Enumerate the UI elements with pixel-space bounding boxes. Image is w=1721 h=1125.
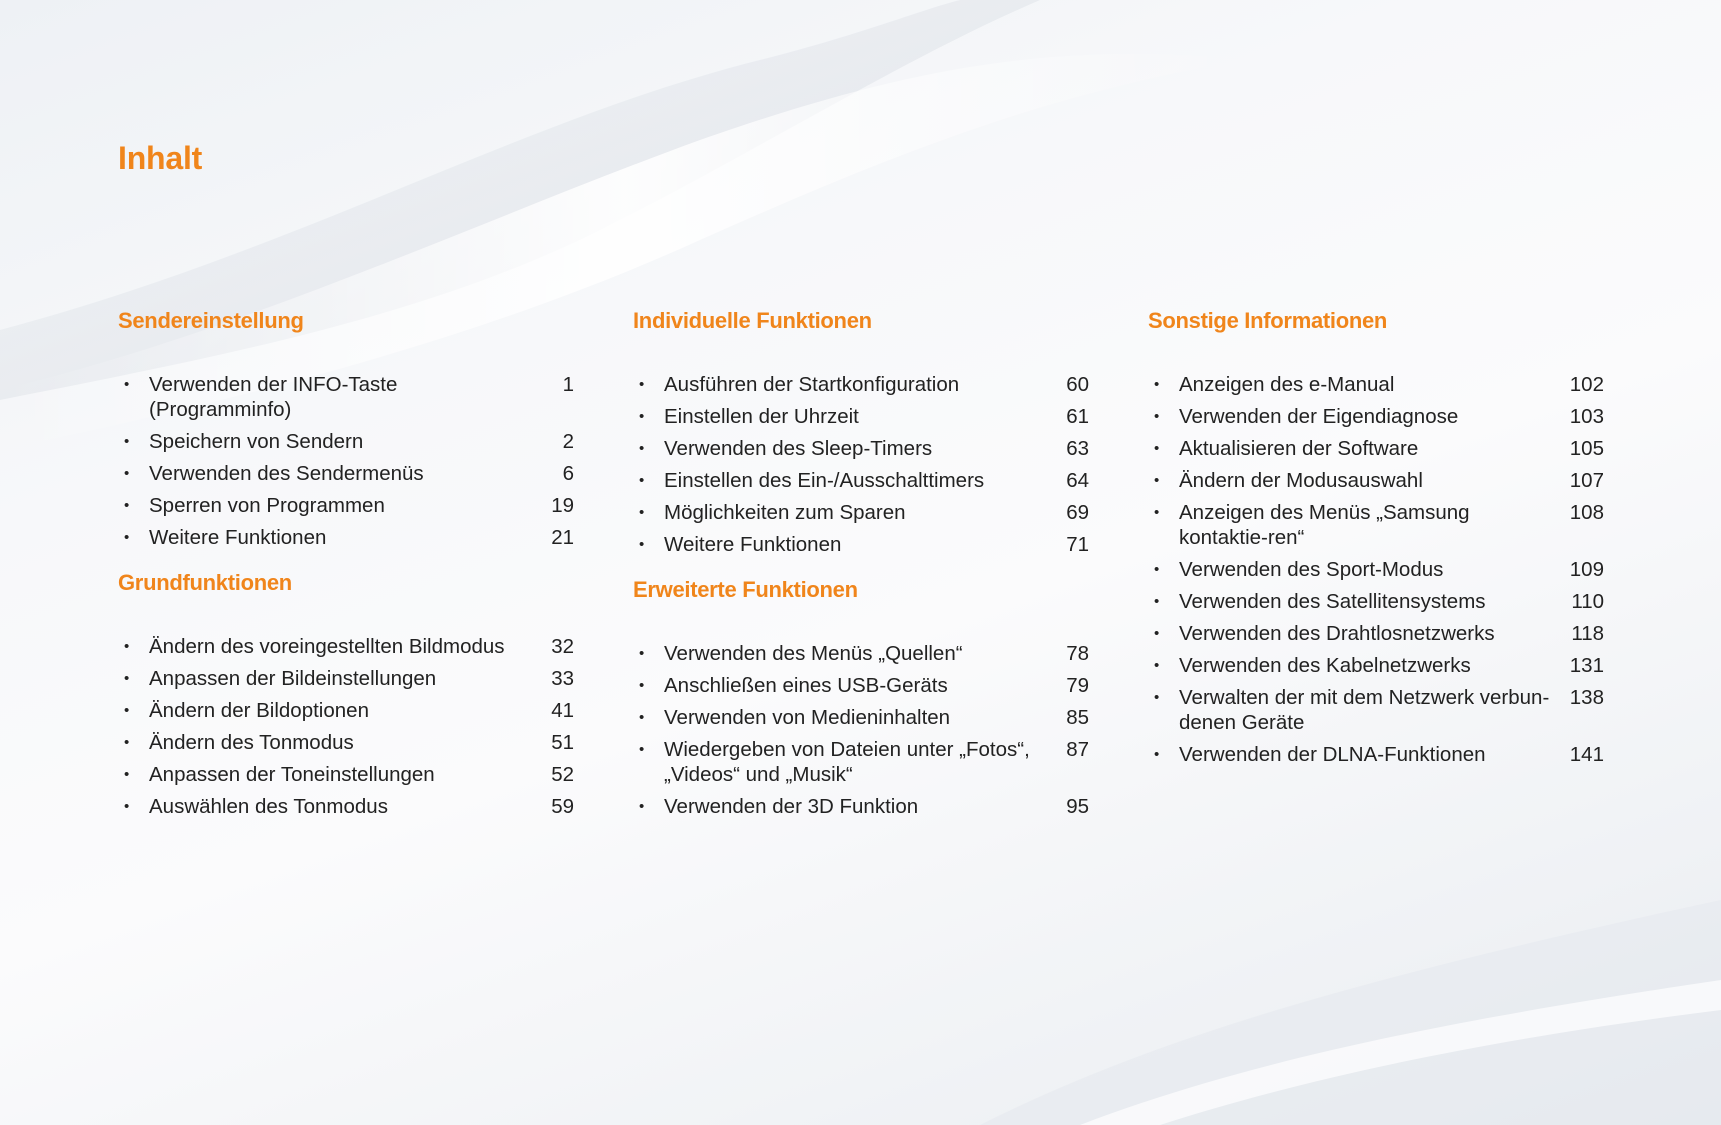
toc-section: [118, 570, 574, 819]
toc-entry[interactable]: [633, 641, 1089, 666]
entry-title: Verwenden von Medieninhalten: [664, 706, 951, 729]
bullet-icon: •: [124, 497, 130, 514]
entry-title: Verwenden der INFO-Taste (Programminfo): [149, 373, 398, 421]
entry-page-number: 33: [551, 667, 574, 690]
toc-entry[interactable]: [1148, 468, 1604, 493]
bullet-icon: •: [1154, 504, 1160, 521]
entry-page-number: 78: [1066, 642, 1089, 665]
entry-title: Anpassen der Bildeinstellungen: [149, 667, 437, 690]
toc-entry[interactable]: [118, 493, 574, 518]
bullet-icon: •: [124, 433, 130, 450]
entry-title: Verwenden des Sport-Modus: [1179, 558, 1444, 581]
entry-title: Speichern von Sendern: [149, 430, 364, 453]
entry-page-number: 131: [1569, 654, 1604, 677]
entry-page-number: 69: [1066, 501, 1089, 524]
entry-page-number: 71: [1066, 533, 1089, 556]
toc-entry[interactable]: [118, 698, 574, 723]
toc-entry[interactable]: [1148, 500, 1604, 550]
entry-page-number: 107: [1569, 469, 1604, 492]
bullet-icon: •: [639, 645, 645, 662]
toc-entry[interactable]: [1148, 742, 1604, 767]
entry-title: Anzeigen des e-Manual: [1179, 373, 1395, 396]
entry-page-number: 51: [551, 731, 574, 754]
toc-entry[interactable]: [1148, 557, 1604, 582]
entry-page-number: 59: [551, 795, 574, 818]
entry-page-number: 95: [1066, 795, 1089, 818]
entry-page-number: 118: [1571, 622, 1604, 645]
toc-entry[interactable]: [633, 532, 1089, 557]
toc-entry[interactable]: [118, 634, 574, 659]
bullet-icon: •: [124, 376, 130, 393]
bullet-icon: •: [124, 465, 130, 482]
toc-entry[interactable]: [118, 429, 574, 454]
bullet-icon: •: [639, 504, 645, 521]
entry-page-number: 60: [1066, 373, 1089, 396]
bullet-icon: •: [124, 734, 130, 751]
entry-title: Ändern des voreingestellten Bildmodus: [149, 635, 505, 658]
toc-entry[interactable]: [118, 762, 574, 787]
entry-list: [1148, 372, 1604, 767]
toc-entry[interactable]: [633, 436, 1089, 461]
toc-entry[interactable]: [633, 794, 1089, 819]
entry-page-number: 64: [1066, 469, 1089, 492]
entry-page-number: 63: [1066, 437, 1089, 460]
bullet-icon: •: [1154, 440, 1160, 457]
section-heading: Sonstige Informationen: [1148, 308, 1388, 333]
bullet-icon: •: [639, 408, 645, 425]
entry-title: Anzeigen des Menüs „Samsung kontaktie-ren“: [1179, 501, 1470, 549]
entry-title: Ändern der Bildoptionen: [149, 699, 369, 722]
entry-title: Möglichkeiten zum Sparen: [664, 501, 906, 524]
entry-title: Ändern des Tonmodus: [149, 731, 354, 754]
page-title: Inhalt: [118, 140, 203, 176]
bullet-icon: •: [124, 638, 130, 655]
toc-entry[interactable]: [633, 673, 1089, 698]
entry-title: Verwenden der Eigendiagnose: [1179, 405, 1459, 428]
toc-entry[interactable]: [118, 525, 574, 550]
toc-entry[interactable]: [633, 705, 1089, 730]
entry-page-number: 2: [562, 430, 574, 453]
toc-entry[interactable]: [118, 730, 574, 755]
bullet-icon: •: [124, 529, 130, 546]
entry-page-number: 21: [551, 526, 574, 549]
entry-title: Ausführen der Startkonfiguration: [664, 373, 960, 396]
toc-entry[interactable]: [633, 404, 1089, 429]
entry-page-number: 110: [1571, 590, 1604, 613]
entry-page-number: 6: [562, 462, 574, 485]
entry-page-number: 19: [551, 494, 574, 517]
toc-section: [118, 308, 574, 550]
bullet-icon: •: [124, 766, 130, 783]
toc-entry[interactable]: [633, 500, 1089, 525]
toc-entry[interactable]: [633, 372, 1089, 397]
toc-section: [633, 308, 1089, 557]
toc-column: [1148, 308, 1604, 787]
toc-entry[interactable]: [1148, 436, 1604, 461]
toc-section: [1148, 308, 1604, 767]
section-heading: Grundfunktionen: [118, 570, 292, 595]
bullet-icon: •: [639, 536, 645, 553]
toc-column: [118, 308, 574, 839]
entry-title: Weitere Funktionen: [664, 533, 842, 556]
entry-page-number: 32: [551, 635, 574, 658]
entry-page-number: 85: [1066, 706, 1089, 729]
entry-title: Verwenden des Sendermenüs: [149, 462, 424, 485]
toc-entry[interactable]: [1148, 653, 1604, 678]
entry-list: [633, 372, 1089, 557]
entry-page-number: 102: [1569, 373, 1604, 396]
entry-list: [633, 641, 1089, 819]
entry-title: Verwenden des Drahtlosnetzwerks: [1179, 622, 1495, 645]
entry-page-number: 1: [562, 373, 574, 396]
entry-title: Verwenden der 3D Funktion: [664, 795, 919, 818]
bullet-icon: •: [1154, 746, 1160, 763]
bullet-icon: •: [639, 440, 645, 457]
bullet-icon: •: [639, 709, 645, 726]
toc-entry[interactable]: [1148, 404, 1604, 429]
entry-page-number: 41: [551, 699, 574, 722]
toc-entry[interactable]: [1148, 372, 1604, 397]
bullet-icon: •: [1154, 408, 1160, 425]
entry-title: Anpassen der Toneinstellungen: [149, 763, 435, 786]
entry-page-number: 61: [1066, 405, 1089, 428]
entry-title: Verwenden der DLNA-Funktionen: [1179, 743, 1486, 766]
entry-title: Ändern der Modusauswahl: [1179, 469, 1423, 492]
entry-title: Anschließen eines USB-Geräts: [664, 674, 948, 697]
entry-title: Sperren von Programmen: [149, 494, 385, 517]
entry-title: Einstellen des Ein-/Ausschalttimers: [664, 469, 985, 492]
bullet-icon: •: [1154, 472, 1160, 489]
entry-page-number: 105: [1569, 437, 1604, 460]
toc-entry[interactable]: [118, 461, 574, 486]
bullet-icon: •: [639, 677, 645, 694]
entry-title: Aktualisieren der Software: [1179, 437, 1419, 460]
entry-page-number: 103: [1569, 405, 1604, 428]
toc-entry[interactable]: [1148, 685, 1604, 735]
entry-title: Wiedergeben von Dateien unter „Fotos“, „Videos“ und „Musik“: [664, 738, 1030, 786]
entry-page-number: 138: [1569, 686, 1604, 709]
bullet-icon: •: [124, 670, 130, 687]
entry-page-number: 87: [1066, 738, 1089, 761]
toc-entry[interactable]: [118, 666, 574, 691]
entry-title: Verwenden des Sleep-Timers: [664, 437, 933, 460]
bullet-icon: •: [639, 472, 645, 489]
entry-page-number: 79: [1066, 674, 1089, 697]
bullet-icon: •: [639, 376, 645, 393]
bullet-icon: •: [1154, 625, 1160, 642]
bullet-icon: •: [124, 702, 130, 719]
toc-entry[interactable]: [633, 468, 1089, 493]
toc-entry[interactable]: [1148, 589, 1604, 614]
entry-page-number: 52: [551, 763, 574, 786]
toc-entry[interactable]: [118, 372, 574, 422]
entry-title: Einstellen der Uhrzeit: [664, 405, 859, 428]
entry-title: Verwenden des Kabelnetzwerks: [1179, 654, 1471, 677]
entry-title: Verwalten der mit dem Netzwerk verbun-denen Geräte: [1179, 686, 1550, 734]
toc-column: [633, 308, 1089, 839]
entry-page-number: 141: [1569, 743, 1604, 766]
bullet-icon: •: [639, 741, 645, 758]
entry-title: Verwenden des Menüs „Quellen“: [664, 642, 963, 665]
entry-list: [118, 372, 574, 550]
section-heading: Erweiterte Funktionen: [633, 577, 858, 602]
bullet-icon: •: [124, 798, 130, 815]
bullet-icon: •: [1154, 561, 1160, 578]
entry-list: [118, 634, 574, 819]
entry-page-number: 109: [1569, 558, 1604, 581]
toc-entry[interactable]: [118, 794, 574, 819]
bullet-icon: •: [1154, 657, 1160, 674]
entry-page-number: 108: [1569, 501, 1604, 524]
bullet-icon: •: [1154, 593, 1160, 610]
entry-title: Auswählen des Tonmodus: [149, 795, 388, 818]
toc-entry[interactable]: [633, 737, 1089, 787]
bullet-icon: •: [1154, 689, 1160, 706]
bullet-icon: •: [639, 798, 645, 815]
entry-title: Weitere Funktionen: [149, 526, 327, 549]
bullet-icon: •: [1154, 376, 1160, 393]
toc-section: [633, 577, 1089, 819]
entry-title: Verwenden des Satellitensystems: [1179, 590, 1486, 613]
section-heading: Sendereinstellung: [118, 308, 304, 333]
toc-entry[interactable]: [1148, 621, 1604, 646]
section-heading: Individuelle Funktionen: [633, 308, 872, 333]
